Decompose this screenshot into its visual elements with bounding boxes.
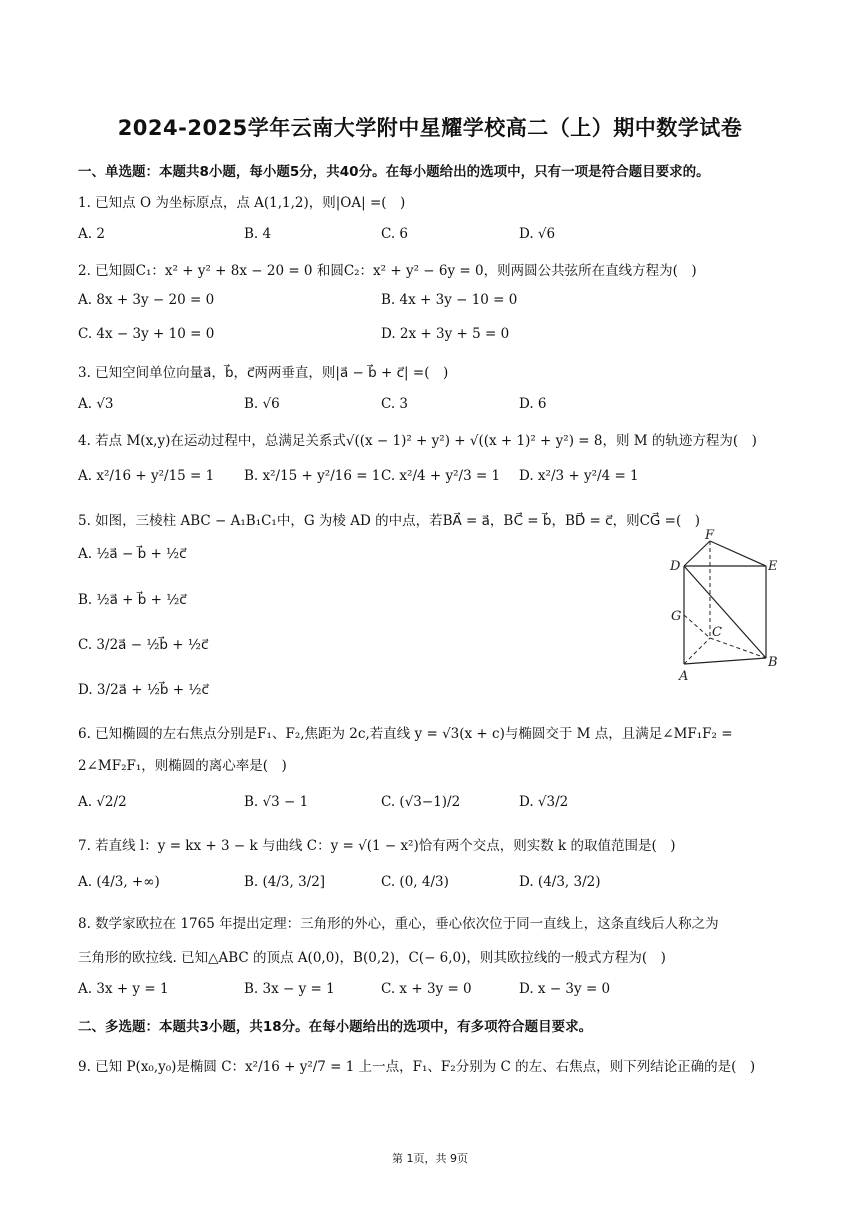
vertex-label-f: F	[705, 528, 715, 543]
question-1-stem: 1. 已知点 O 为坐标原点，点 A(1,1,2)，则|OA| =( )	[78, 195, 406, 211]
question-7-option-d: D. (4/3, 3/2)	[519, 874, 601, 890]
question-5-option-b: B. ½a⃗ + b⃗ + ½c⃗	[78, 592, 187, 608]
question-5-option-a: A. ½a⃗ − b⃗ + ½c⃗	[78, 546, 187, 562]
question-3-option-d: D. 6	[519, 396, 547, 412]
section-heading-single-choice: 一、单选题：本题共8小题，每小题5分，共40分。在每小题给出的选项中，只有一项是符合题目要求的。	[78, 164, 710, 180]
question-1-option-a: A. 2	[78, 226, 105, 242]
question-1-option-d: D. √6	[519, 226, 556, 242]
vertex-label-a: A	[679, 669, 689, 684]
question-4-option-a: A. x²/16 + y²/15 = 1	[78, 468, 215, 484]
question-6-option-b: B. √3 − 1	[244, 794, 309, 810]
question-6-option-c: C. (√3−1)/2	[381, 794, 461, 810]
question-4-option-c: C. x²/4 + y²/3 = 1	[381, 468, 501, 484]
question-8-option-d: D. x − 3y = 0	[519, 981, 611, 997]
question-2-stem: 2. 已知圆C₁：x² + y² + 8x − 20 = 0 和圆C₂：x² + y² − 6y = 0，则两圆公共弦所在直线方程为( )	[78, 263, 697, 279]
question-8-option-a: A. 3x + y = 1	[78, 981, 169, 997]
question-2-option-a: A. 8x + 3y − 20 = 0	[78, 292, 215, 308]
question-8-stem-continued: 三角形的欧拉线. 已知△ABC 的顶点 A(0,0)，B(0,2)，C(− 6,0)，则其欧拉线的一般式方程为( )	[78, 950, 666, 966]
prism-figure	[660, 528, 790, 688]
vertex-label-b: B	[768, 655, 778, 670]
question-3-option-c: C. 3	[381, 396, 409, 412]
vertex-label-e: E	[768, 559, 778, 574]
question-2-option-c: C. 4x − 3y + 10 = 0	[78, 326, 215, 342]
section-heading-multiple-choice: 二、多选题：本题共3小题，共18分。在每小题给出的选项中，有多项符合题目要求。	[78, 1019, 593, 1035]
question-7-option-b: B. (4/3, 3/2]	[244, 874, 326, 890]
question-2-option-d: D. 2x + 3y + 5 = 0	[381, 326, 510, 342]
question-5-stem: 5. 如图，三棱柱 ABC − A₁B₁C₁中，G 为棱 AD 的中点，若BA⃗ = a⃗，BC⃗ = b⃗，BD⃗ = c⃗，则CG⃗ =( )	[78, 513, 701, 529]
question-6-option-a: A. √2/2	[78, 794, 127, 810]
question-1-option-b: B. 4	[244, 226, 272, 242]
question-3-option-a: A. √3	[78, 396, 114, 412]
question-5-option-c: C. 3/2a⃗ − ½b⃗ + ½c⃗	[78, 637, 209, 653]
question-4-option-b: B. x²/15 + y²/16 = 1	[244, 468, 381, 484]
vertex-label-c: C	[712, 625, 722, 640]
question-1-option-c: C. 6	[381, 226, 409, 242]
question-6-stem: 6. 已知椭圆的左右焦点分别是F₁、F₂,焦距为 2c,若直线 y = √3(x + c)与椭圆交于 M 点，且满足∠MF₁F₂ =	[78, 726, 733, 742]
question-3-option-b: B. √6	[244, 396, 280, 412]
question-7-option-c: C. (0, 4/3)	[381, 874, 449, 890]
page-footer: 第 1页，共 9页	[392, 1152, 468, 1165]
question-6-option-d: D. √3/2	[519, 794, 569, 810]
question-7-stem: 7. 若直线 l：y = kx + 3 − k 与曲线 C：y = √(1 − x²)恰有两个交点，则实数 k 的取值范围是( )	[78, 838, 676, 854]
page-title: 2024-2025学年云南大学附中星耀学校高二（上）期中数学试卷	[117, 116, 743, 140]
question-3-stem: 3. 已知空间单位向量a⃗，b⃗，c⃗两两垂直，则|a⃗ − b⃗ + c⃗| =( )	[78, 365, 449, 381]
question-2-option-b: B. 4x + 3y − 10 = 0	[381, 292, 518, 308]
vertex-label-d: D	[670, 559, 681, 574]
question-8-option-c: C. x + 3y = 0	[381, 981, 472, 997]
question-4-option-d: D. x²/3 + y²/4 = 1	[519, 468, 639, 484]
question-5-option-d: D. 3/2a⃗ + ½b⃗ + ½c⃗	[78, 682, 209, 698]
question-8-stem: 8. 数学家欧拉在 1765 年提出定理：三角形的外心，重心，垂心依次位于同一直线上，这条直线后人称之为	[78, 916, 719, 932]
question-4-stem: 4. 若点 M(x,y)在运动过程中，总满足关系式√((x − 1)² + y²) + √((x + 1)² + y²) = 8，则 M 的轨迹方程为( )	[78, 433, 757, 449]
question-8-option-b: B. 3x − y = 1	[244, 981, 335, 997]
question-7-option-a: A. (4/3, +∞)	[78, 874, 160, 890]
vertex-label-g: G	[671, 609, 682, 624]
question-6-stem-continued: 2∠MF₂F₁，则椭圆的离心率是( )	[78, 758, 287, 774]
question-9-stem: 9. 已知 P(x₀,y₀)是椭圆 C：x²/16 + y²/7 = 1 上一点，F₁、F₂分别为 C 的左、右焦点，则下列结论正确的是( )	[78, 1059, 756, 1075]
